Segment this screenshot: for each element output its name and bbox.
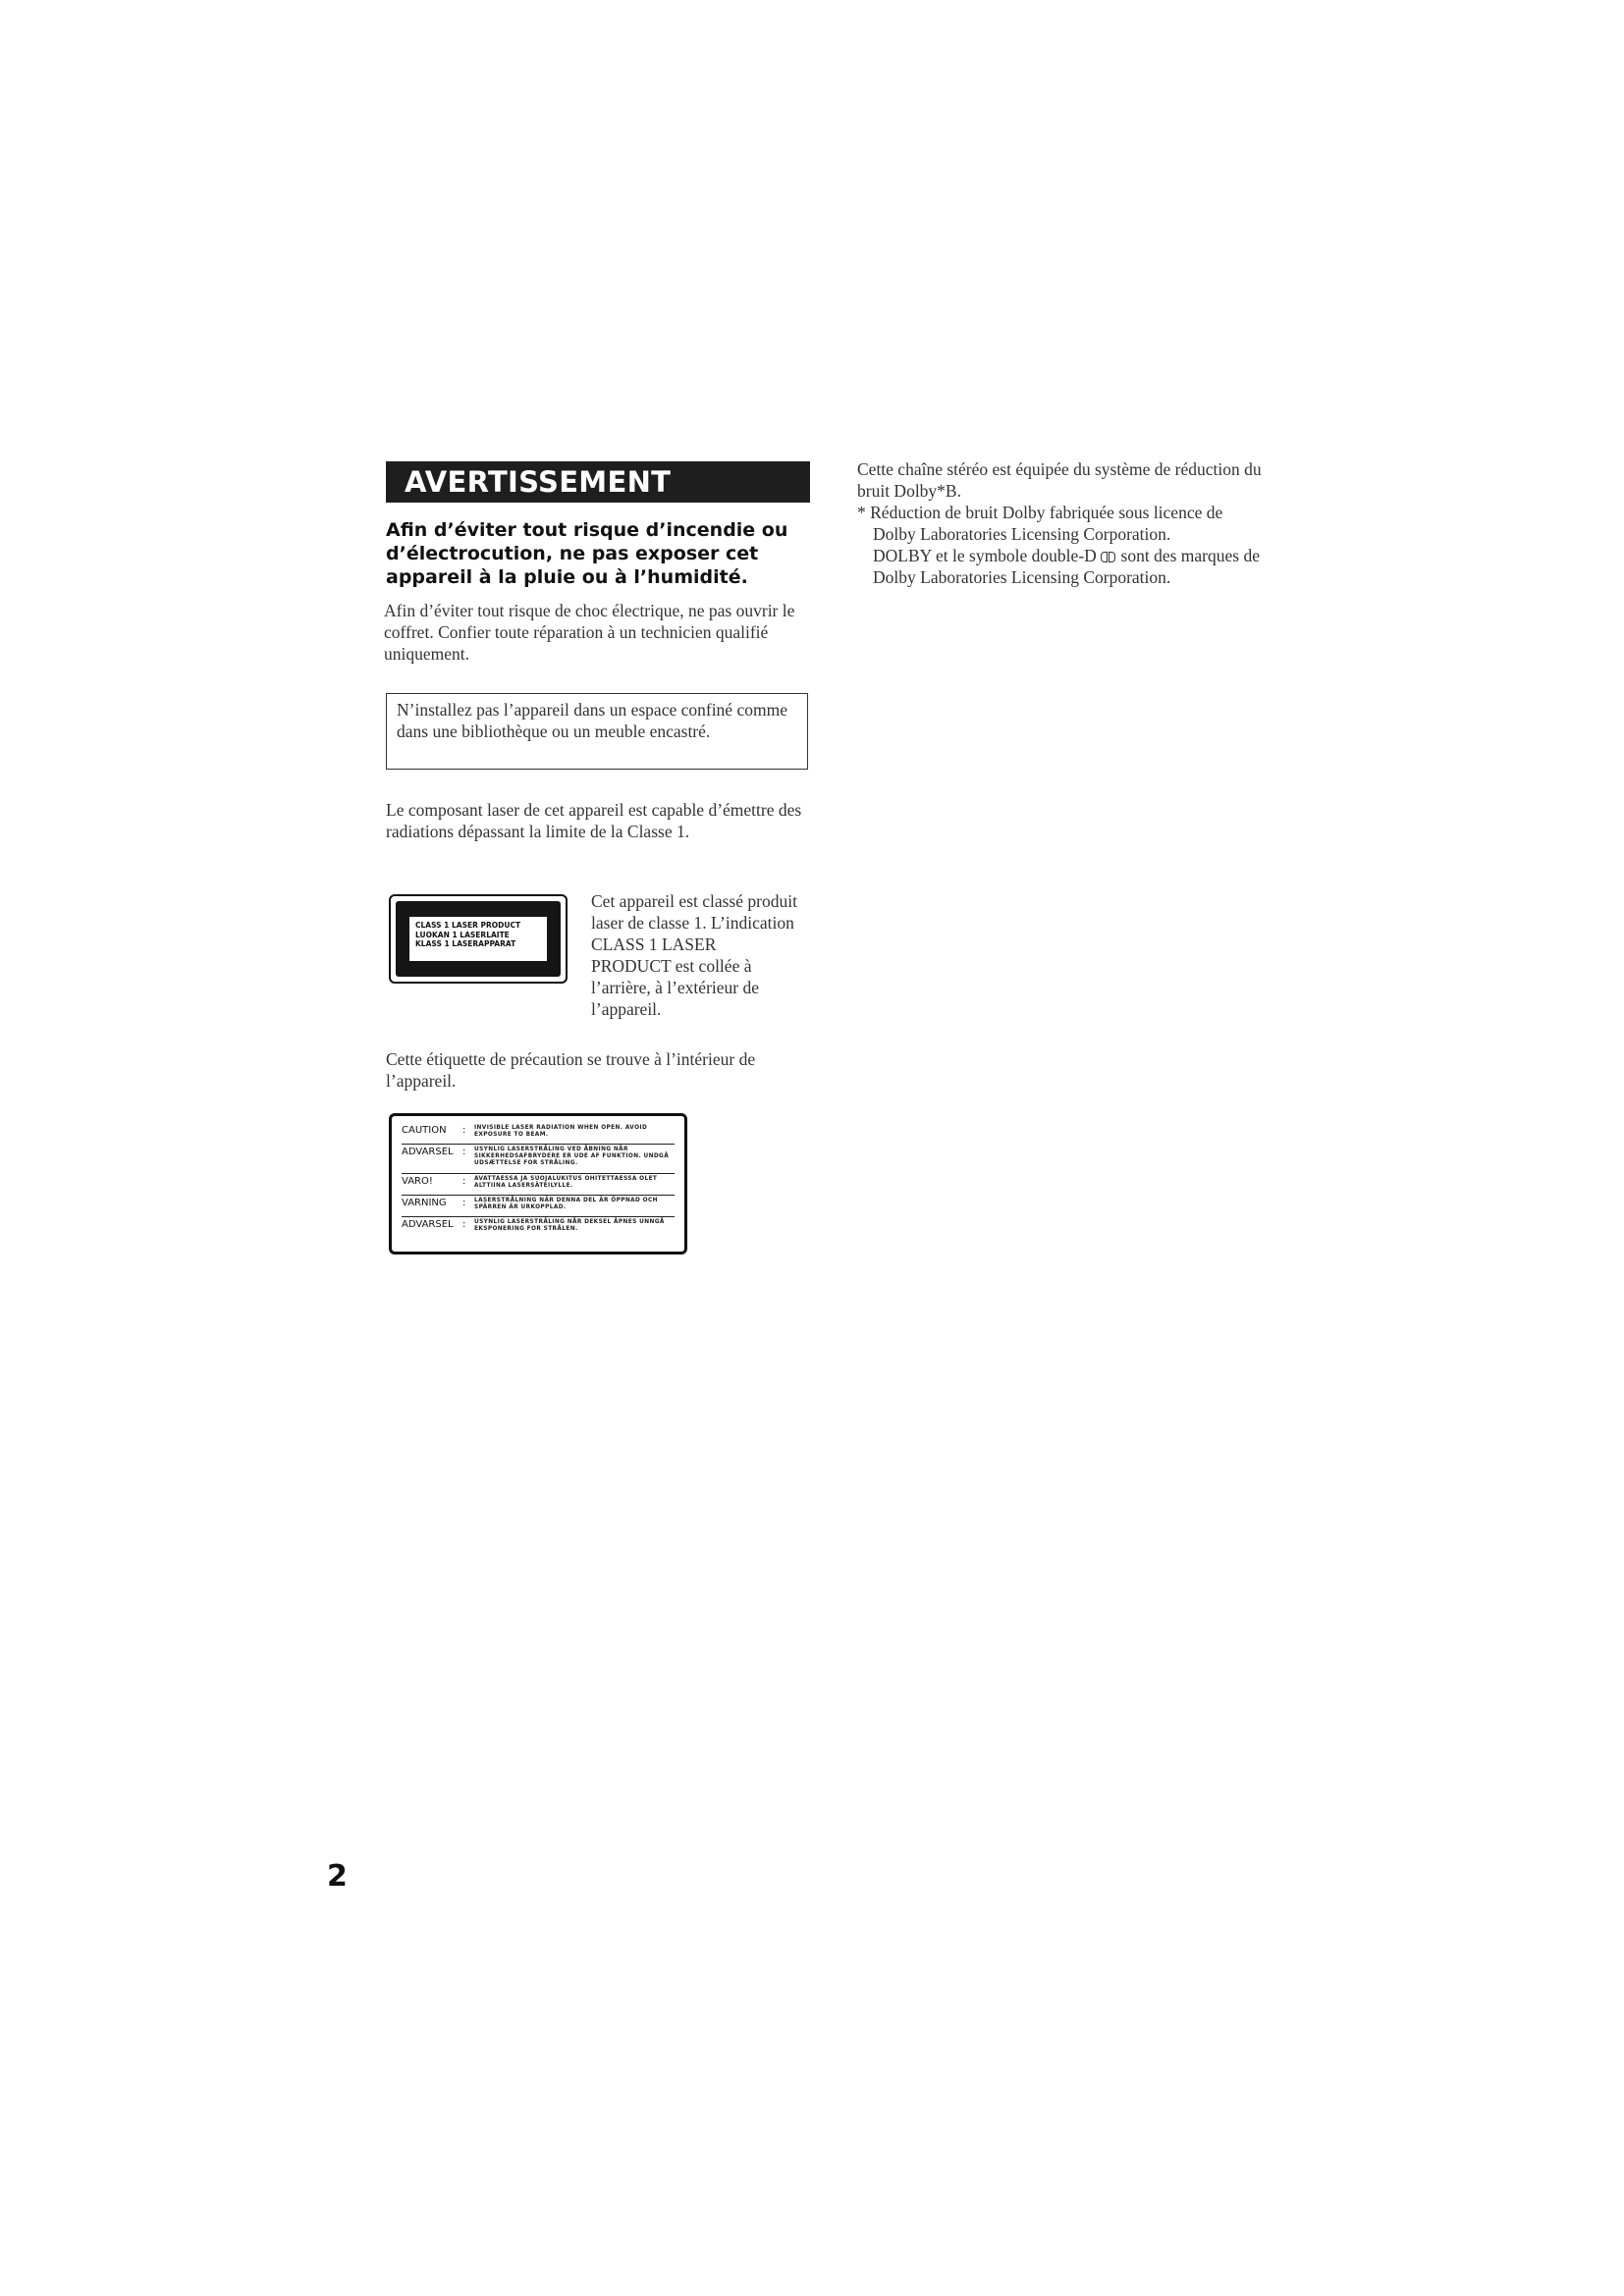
caution-key: ADVARSEL — [402, 1219, 454, 1230]
shock-warning-paragraph: Afin d’éviter tout risque de choc électrique, ne pas ouvrir le coffret. Confier toute réparation à un technicien qualifié uniquement. — [384, 601, 795, 664]
dolby-notice — [857, 458, 1270, 588]
dolby-footnote: * Réduction de bruit Dolby fabriquée sous licence de Dolby Laboratories Licensing Corporation. — [857, 503, 1223, 544]
fire-warning: Afin d’éviter tout risque d’incendie ou d’électrocution, ne pas exposer cet appareil à la pluie ou à l’humidité. — [386, 519, 788, 588]
double-d-icon — [1101, 546, 1116, 565]
caution-colon: : — [462, 1125, 466, 1136]
page-number: 2 — [327, 1859, 348, 1894]
caution-colon: : — [462, 1176, 466, 1187]
caution-key: VARNING — [402, 1198, 447, 1208]
caution-colon: : — [462, 1219, 466, 1230]
caution-colon: : — [462, 1198, 466, 1208]
caution-row — [402, 1217, 675, 1239]
caution-key: ADVARSEL — [402, 1147, 454, 1157]
trademark-prefix: DOLBY et le symbole double-D — [873, 546, 1097, 565]
caution-text: USYNLIG LASERSTRÅLING VED ÅBNING NÅR SIKKERHEDSAFBRYDERE ER UDE AF FUNKTION. UNDGÅ UDSÆTTELSE FOR STRÅLING. — [474, 1147, 670, 1166]
class-label-text-area — [409, 917, 547, 961]
section-heading: AVERTISSEMENT — [386, 461, 810, 503]
class-label-line: LUOKAN 1 LASERLAITE — [415, 930, 510, 939]
caution-row — [402, 1145, 675, 1174]
caution-row — [402, 1123, 675, 1145]
trademark-suffix: sont des marques de Dolby Laboratories Licensing Corporation. — [873, 546, 1260, 587]
class-label-line: KLASS 1 LASERAPPARAT — [415, 939, 516, 948]
caution-label-paragraph: Cette étiquette de précaution se trouve à l’intérieur de l’appareil. — [386, 1049, 756, 1091]
caution-row — [402, 1174, 675, 1196]
caution-text: AVATTAESSA JA SUOJALUKITUS OHITETTAESSA OLET ALTTIINA LASERSÄTEILYLLE. — [474, 1176, 658, 1189]
dolby-trademark — [857, 545, 1270, 588]
class-label-line: CLASS 1 LASER PRODUCT — [415, 921, 521, 930]
caution-colon: : — [462, 1147, 466, 1157]
class-label-description: Cet appareil est classé produit laser de classe 1. L’indication CLASS 1 LASER PRODUCT est collée à l’arrière, à l’extérieur de l’appareil. — [591, 891, 797, 1019]
caution-text: LASERSTRÅLNING NÄR DENNA DEL ÄR ÖPPNAD OCH SPÄRREN ÄR URKOPPLAD. — [474, 1198, 658, 1210]
class-label-frame — [396, 901, 561, 977]
caution-text: INVISIBLE LASER RADIATION WHEN OPEN. AVOID EXPOSURE TO BEAM. — [474, 1125, 648, 1138]
class-1-laser-label — [389, 894, 568, 984]
caution-row — [402, 1196, 675, 1217]
caution-text: USYNLIG LASERSTRÅLING NÅR DEKSEL ÅPNES UNNGÅ EKSPONERING FOR STRÅLEN. — [474, 1219, 665, 1232]
laser-paragraph: Le composant laser de cet appareil est capable d’émettre des radiations dépassant la limite de la Classe 1. — [386, 800, 802, 841]
caution-key: VARO! — [402, 1176, 433, 1187]
caution-label — [389, 1113, 687, 1255]
installation-notice-box: N’installez pas l’appareil dans un espace confiné comme dans une bibliothèque ou un meuble encastré. — [386, 693, 808, 770]
caution-key: CAUTION — [402, 1125, 447, 1136]
dolby-intro: Cette chaîne stéréo est équipée du système de réduction du bruit Dolby*B. — [857, 459, 1262, 501]
